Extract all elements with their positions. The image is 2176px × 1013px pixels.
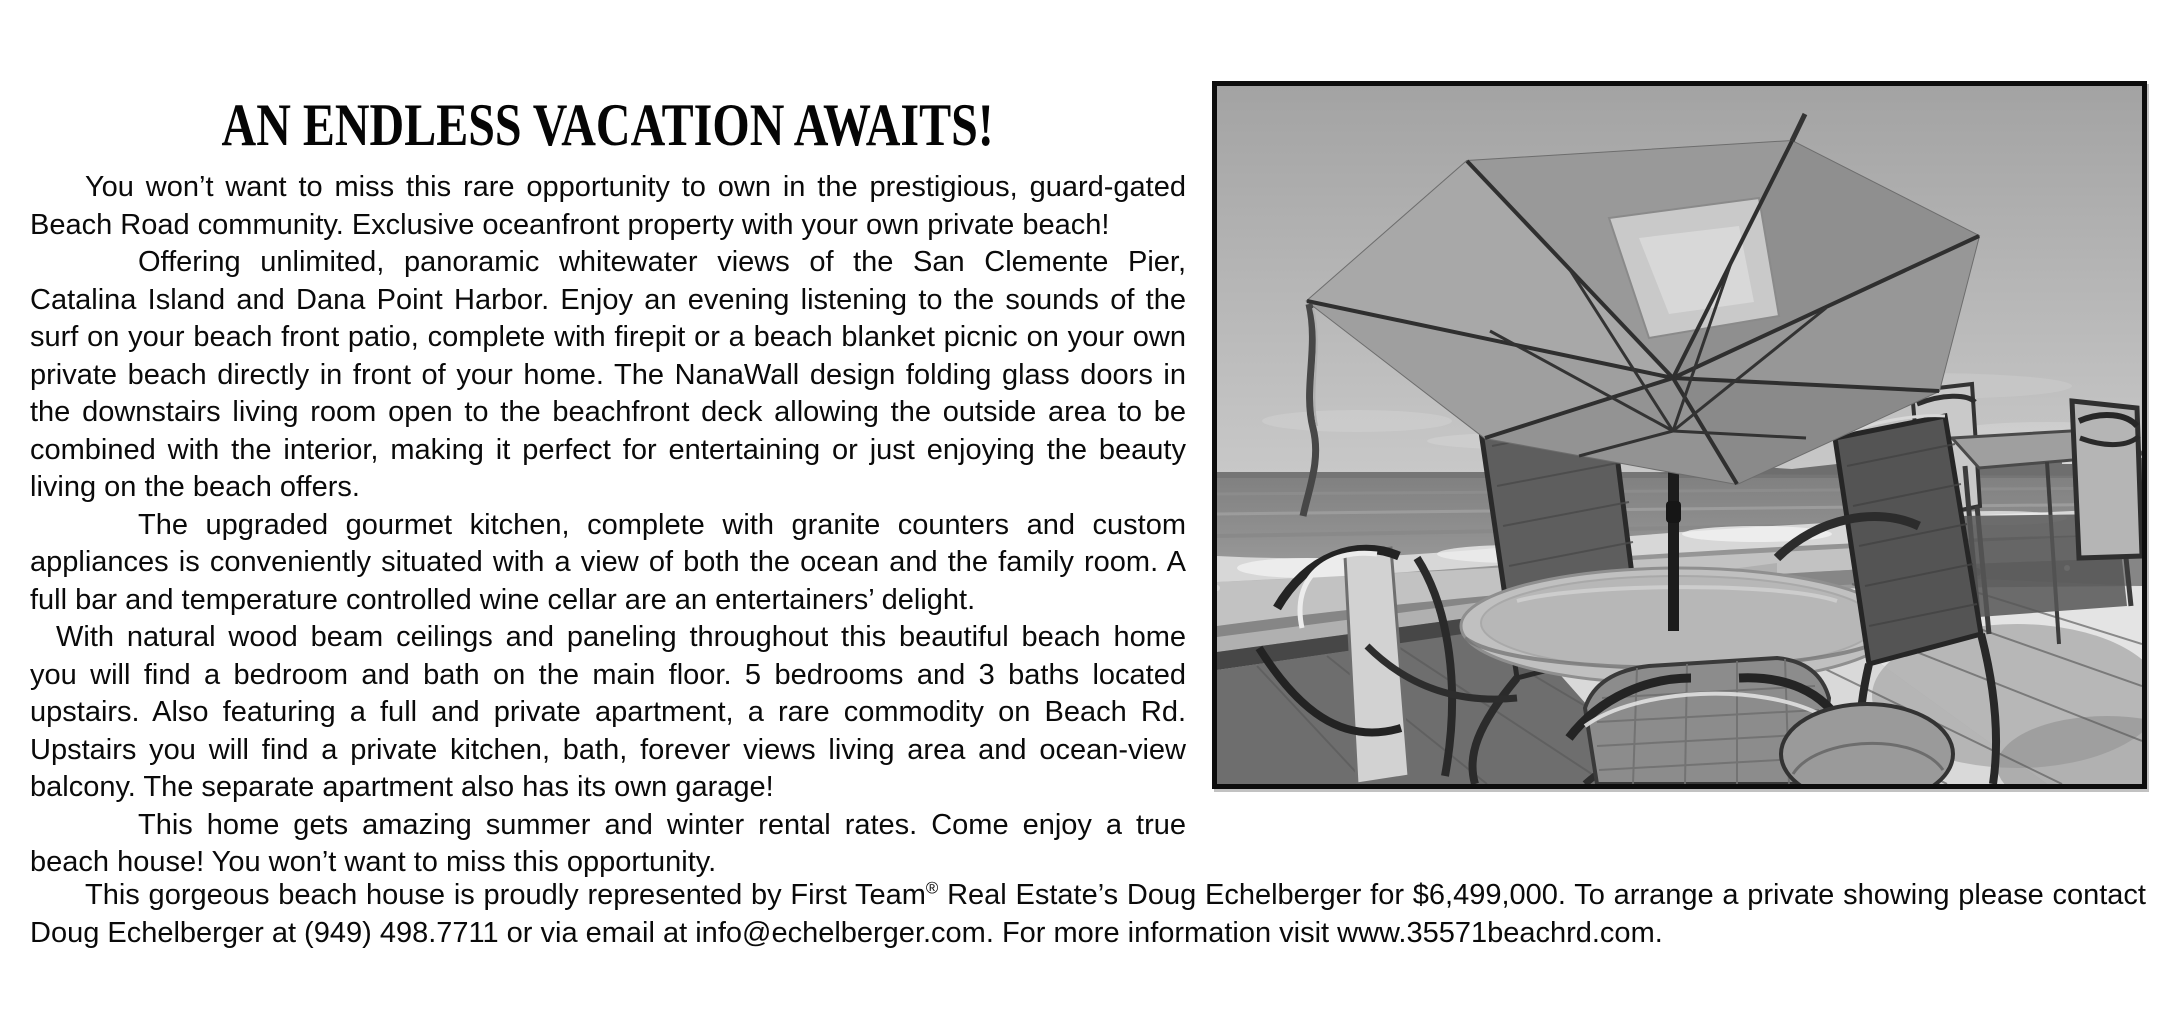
paragraph-kitchen: The upgraded gourmet kitchen, complete with granite counters and custom appliances is conveniently situated with a view of both the ocean and the family room. A full bar and temperature controlled wine cellar are an entertainers’ delight. — [30, 508, 1186, 616]
page-title — [30, 92, 1186, 158]
registered-trademark: ® — [925, 878, 939, 898]
page-title-text: AN ENDLESS VACATION AWAITS! — [221, 92, 995, 158]
text-column — [30, 92, 1186, 882]
beach-patio-photo — [1212, 81, 2147, 789]
closing-text-lead: This gorgeous beach house is proudly represented by First Team — [85, 879, 926, 911]
paragraph-bedrooms: With natural wood beam ceilings and paneling throughout this beautiful beach home you will find a bedroom and bath on the main floor. 5 bedrooms and 3 baths located upstairs. Also featuring a full and private apartment, a rare commodity on Beach Rd. Upstairs you will find a private kitchen, bath, forever views living area and ocean-view balcony. The separate apartment also has its own garage! — [30, 621, 1186, 803]
paragraph-intro: You won’t want to miss this rare opportunity to own in the prestigious, guard-gated Beach Road community. Exclusive oceanfront property with your own private beach! — [30, 171, 1186, 241]
paragraph-views: Offering unlimited, panoramic whitewater views of the San Clemente Pier, Catalina Island and Dana Point Harbor. Enjoy an evening listening to the sounds of the surf on your beach front patio, complete with firepit or a beach blanket picnic on your own private beach directly in front of your home. The NanaWall design folding glass doors in the downstairs living room open to the beachfront deck allowing the outside area to be combined with the interior, making it perfect for entertaining or just enjoying the beauty living on the beach offers. — [30, 246, 1186, 503]
closing-paragraph — [30, 877, 2146, 952]
closing-text-rest: Real Estate’s Doug Echelberger for $6,499,000. To arrange a private showing please contact Doug Echelberger at (949) 498.7711 or via email at info@echelberger.com. For more information visit www.35571beachrd.com. — [30, 879, 2146, 949]
paragraph-rental: This home gets amazing summer and winter rental rates. Come enjoy a true beach house! You won’t want to miss this opportunity. — [30, 808, 1186, 878]
